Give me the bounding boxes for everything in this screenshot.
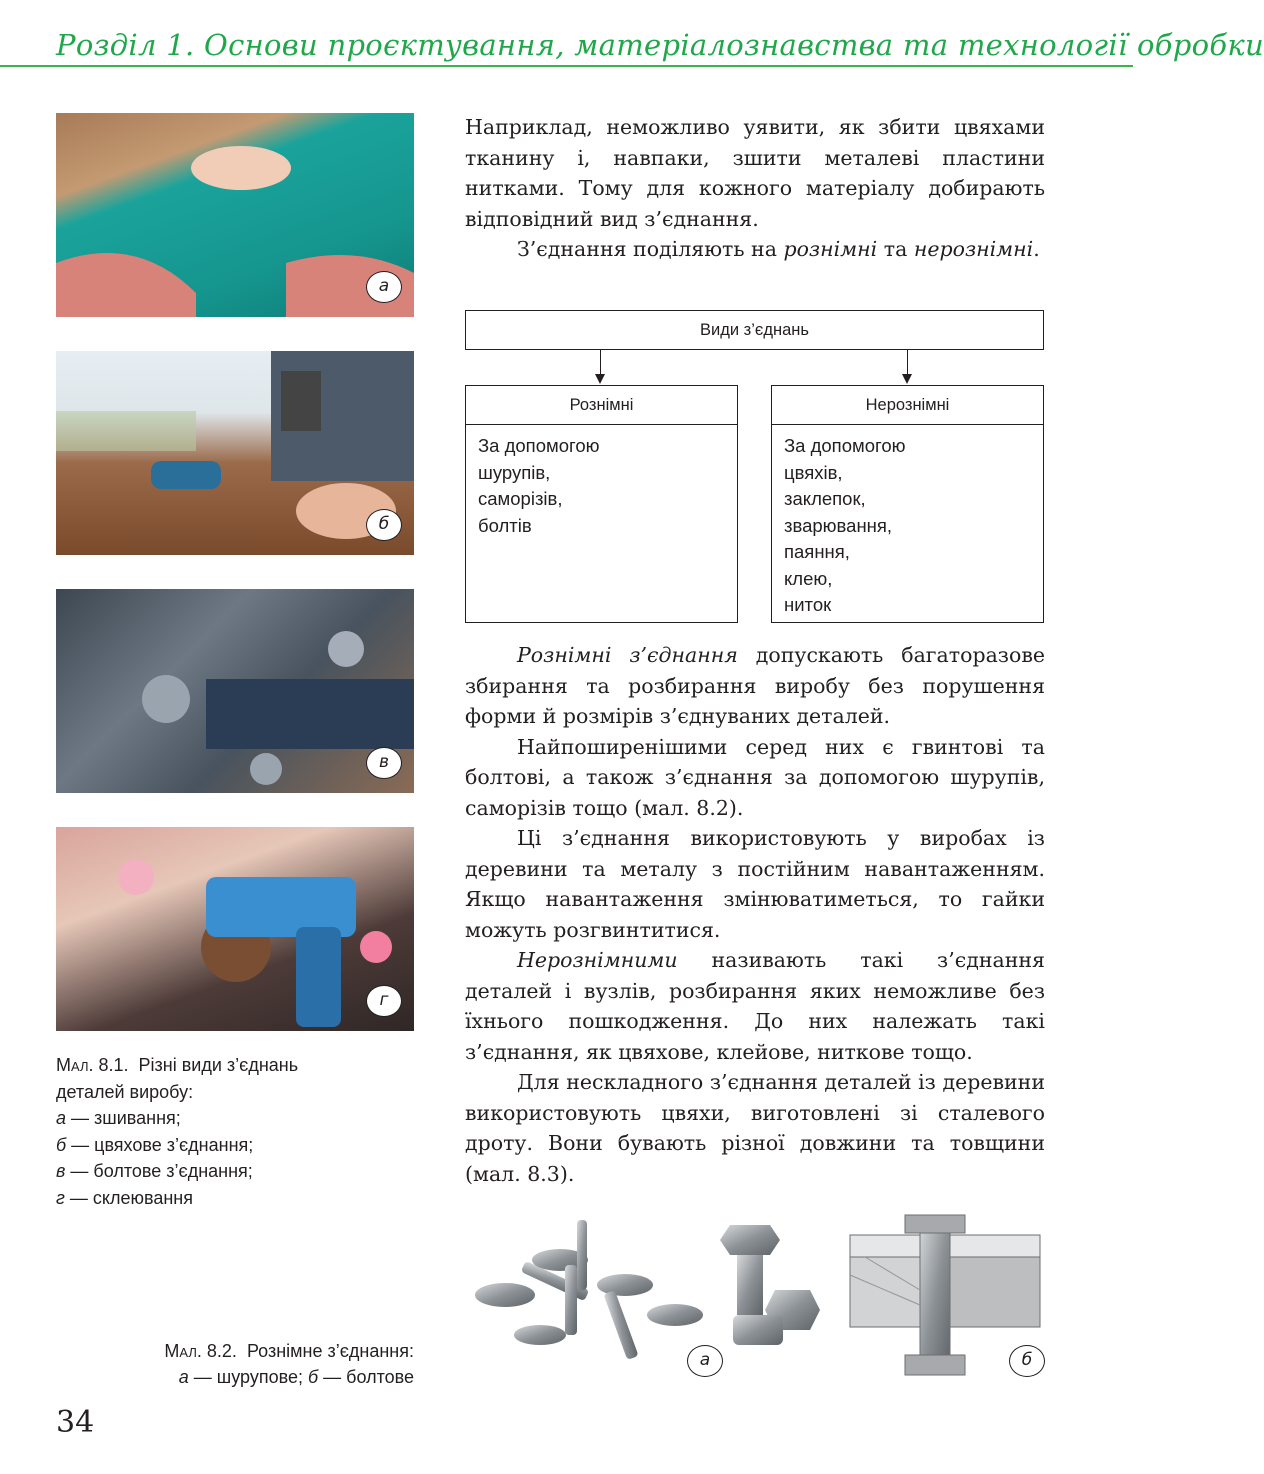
photo-glue-gun xyxy=(56,827,414,1031)
caption-letter: а xyxy=(178,1367,189,1387)
list-item: ниток xyxy=(784,594,832,615)
figure-label-a: а xyxy=(687,1345,723,1377)
caption-item: — зшивання; xyxy=(71,1108,181,1128)
emphasis: рознімні xyxy=(783,237,878,261)
paragraph xyxy=(465,640,1045,732)
caption-prefix: Мал. 8.2. xyxy=(164,1341,237,1361)
scheme-permanent-list xyxy=(772,425,1043,627)
text-run: З’єднання поділяють на xyxy=(517,237,784,261)
scheme-detachable-title: Рознімні xyxy=(466,386,737,425)
arrow-head-icon xyxy=(902,374,912,384)
photo-label-c: в xyxy=(366,747,402,779)
screws-group xyxy=(475,1220,703,1360)
running-header xyxy=(0,24,1264,72)
photo-label-a: а xyxy=(366,271,402,303)
list-item: паяння, xyxy=(784,541,850,562)
list-item: саморізів, xyxy=(478,488,563,509)
caption-line: Рознімне з’єднання: xyxy=(246,1341,414,1361)
scheme-arrow-left xyxy=(600,349,601,375)
intro-text xyxy=(465,112,1045,265)
bolts-group xyxy=(720,1225,820,1345)
photo-sewing xyxy=(56,113,414,317)
scheme-detachable-box xyxy=(465,385,738,623)
text-run: . xyxy=(1033,237,1040,261)
page-number: 34 xyxy=(56,1405,95,1440)
flange-illustration xyxy=(56,589,414,793)
screws-bolts-illustration xyxy=(465,1215,1045,1387)
scheme-permanent-box xyxy=(771,385,1044,623)
paragraph xyxy=(465,945,1045,1067)
scheme-root-box xyxy=(465,310,1044,350)
caption-letter: б xyxy=(56,1134,67,1155)
paragraph: Ці з’єднання використовують у виробах із деревини та металу з постійним навантаженням. Якщо навантаження змінюватиметься, то гайки можуть розгвинтитися. xyxy=(465,826,1045,942)
gluegun-illustration xyxy=(56,827,414,1031)
hammer-illustration xyxy=(56,351,414,555)
paragraph: Наприклад, неможливо уявити, як збити цвяхами тканину і, навпаки, зшити металеві пластини нитками. Тому для кожного матеріалу добирають відповідний вид з’єднання. xyxy=(465,115,1045,231)
caption-prefix: Мал. 8.1. xyxy=(56,1055,129,1075)
list-item: шурупів, xyxy=(478,461,551,483)
list-item: За допомогою xyxy=(478,435,600,456)
photo-bolted-flange xyxy=(56,589,414,793)
emphasis: Нерознімними xyxy=(517,948,678,972)
scheme-permanent-title: Нерознімні xyxy=(772,386,1043,425)
caption-letter: б xyxy=(308,1367,319,1387)
caption-item: — болтове xyxy=(323,1367,414,1387)
caption-item: — болтове з’єднання; xyxy=(70,1161,253,1181)
text-run: називають такі з’єднання деталей і вузлів, розбирання яких неможливе без їхнього пошкодження. До них належать такі з’єднання, як цвяхове, клейове, ниткове тощо. xyxy=(465,948,1045,1064)
figure-8-2 xyxy=(465,1215,1045,1387)
caption-line: Різні види з’єднань xyxy=(138,1055,299,1075)
caption-item: — шурупове; xyxy=(193,1367,303,1387)
text-run: та xyxy=(877,237,914,261)
header-rule xyxy=(0,65,1133,67)
emphasis: нерознімні xyxy=(913,237,1034,261)
paragraph: Для нескладного з’єднання деталей із деревини використовують цвяхи, виготовлені зі сталевого дроту. Вони бувають різної довжини та товщини (мал. 8.3). xyxy=(465,1070,1045,1186)
figure-label-b: б xyxy=(1009,1345,1045,1377)
paragraph: Найпоширенішими серед них є гвинтові та болтові, а також з’єднання за допомогою шурупів, саморізів тощо (мал. 8.2). xyxy=(465,734,1045,820)
caption-letter: г xyxy=(56,1187,65,1208)
list-item: зварювання, xyxy=(784,514,893,536)
caption-item: — цвяхове з’єднання; xyxy=(71,1134,254,1155)
caption-item: — склеювання xyxy=(69,1187,193,1208)
list-item: заклепок, xyxy=(784,488,866,509)
scheme-root-title: Види з’єднань xyxy=(700,321,809,339)
scheme-detachable-list xyxy=(466,425,737,547)
figure-8-2-caption xyxy=(100,1338,414,1390)
paragraph xyxy=(465,234,1045,265)
arrow-head-icon xyxy=(595,374,605,384)
text-run: допускають багаторазове збирання та розбирання виробу без порушення форми й розмірів з’єднуваних деталей. xyxy=(465,643,1045,728)
emphasis: Рознімні з’єднання xyxy=(517,643,738,667)
list-item: За допомогою xyxy=(784,435,906,456)
caption-letter: в xyxy=(56,1161,66,1181)
list-item: болтів xyxy=(478,514,532,536)
photo-hammering xyxy=(56,351,414,555)
main-text xyxy=(465,640,1045,1189)
list-item: цвяхів, xyxy=(784,461,843,483)
caption-letter: а xyxy=(56,1108,67,1128)
list-item: клею, xyxy=(784,567,833,589)
figure-8-1-caption xyxy=(56,1052,376,1211)
sewing-illustration xyxy=(56,113,414,317)
photo-label-d: г xyxy=(366,985,402,1017)
chapter-title: Розділ 1. Основи проєктування, матеріалознавства та технології обробки xyxy=(56,28,1264,62)
caption-line: деталей виробу: xyxy=(56,1081,194,1102)
photo-label-b: б xyxy=(366,509,402,541)
scheme-arrow-right xyxy=(907,349,908,375)
